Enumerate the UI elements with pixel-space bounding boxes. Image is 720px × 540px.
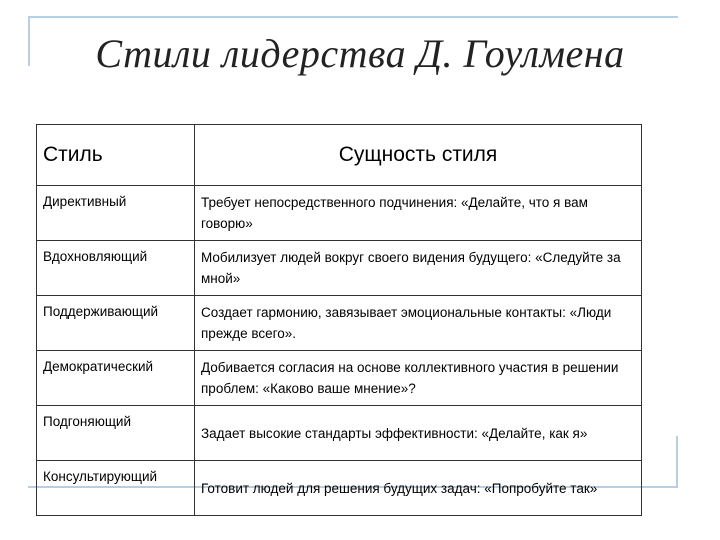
leadership-styles-table	[36, 124, 642, 516]
table-header-row	[37, 125, 642, 186]
style-cell: Подгоняющий	[37, 406, 195, 461]
style-cell: Вдохновляющий	[37, 241, 195, 296]
header-style: Стиль	[37, 125, 195, 186]
essence-cell: Создает гармонию, завязывает эмоциональные контакты: «Люди прежде всего».	[195, 296, 642, 351]
table-row	[37, 296, 642, 351]
essence-cell: Готовит людей для решения будущих задач: «Попробуйте так»	[195, 461, 642, 516]
style-cell: Консультирующий	[37, 461, 195, 516]
table-row	[37, 406, 642, 461]
style-cell: Демократический	[37, 351, 195, 406]
slide-title: Стили лидерства Д. Гоулмена	[95, 31, 625, 76]
decorative-top-line	[28, 16, 678, 18]
essence-cell: Задает высокие стандарты эффективности: «Делайте, как я»	[195, 406, 642, 461]
essence-cell: Добивается согласия на основе коллективного участия в решении проблем: «Каково ваше мнение»?	[195, 351, 642, 406]
essence-cell: Требует непосредственного подчинения: «Делайте, что я вам говорю»	[195, 186, 642, 241]
decorative-right-line	[676, 436, 678, 488]
header-essence: Сущность стиля	[195, 125, 642, 186]
table-row	[37, 186, 642, 241]
essence-cell: Мобилизует людей вокруг своего видения будущего: «Следуйте за мной»	[195, 241, 642, 296]
table-row	[37, 461, 642, 516]
style-cell: Поддерживающий	[37, 296, 195, 351]
table-row	[37, 241, 642, 296]
style-cell: Директивный	[37, 186, 195, 241]
table-row	[37, 351, 642, 406]
